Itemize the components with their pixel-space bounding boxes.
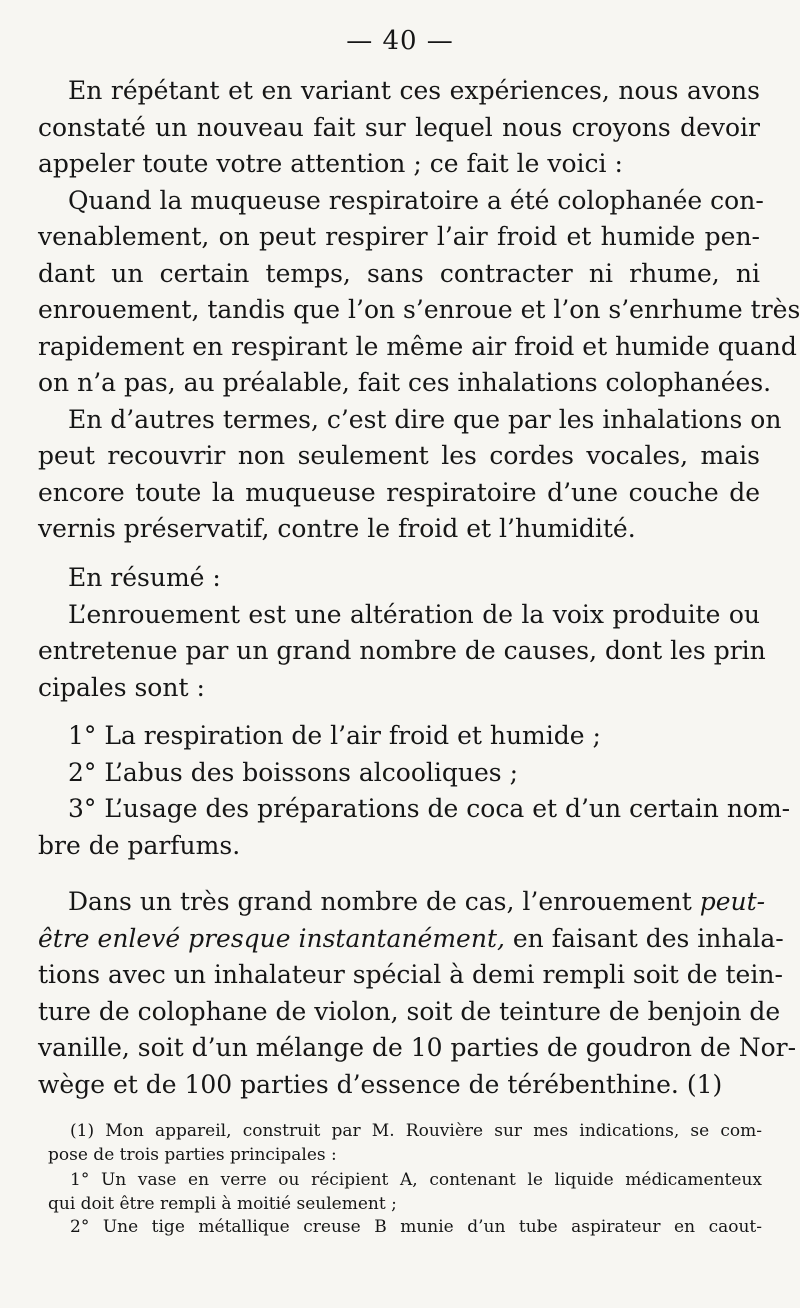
main-text bbox=[38, 73, 800, 548]
list-item-continuation: bre de parfums. bbox=[38, 830, 241, 860]
paragraph-line: constaté un nouveau fait sur lequel nous croyons devoir bbox=[38, 112, 760, 142]
footnote bbox=[48, 1120, 762, 1240]
text-run: Dans un très grand nombre de cas, l’enrouement bbox=[68, 887, 700, 916]
list-item: 2° L’abus des boissons alcooliques ; bbox=[68, 757, 518, 787]
paragraph-line: tions avec un inhalateur spécial à demi rempli soit de tein- bbox=[38, 960, 783, 989]
footnote-line: 1° Un vase en verre ou récipient A, contenant le liquide médicamenteux bbox=[70, 1170, 762, 1190]
paragraph-line: encore toute la muqueuse respiratoire d’une couche de bbox=[38, 477, 760, 507]
paragraph-line: ture de colophane de violon, soit de teinture de benjoin de bbox=[38, 996, 781, 1026]
summary-heading: En résumé : bbox=[68, 563, 221, 592]
paragraph-line: entretenue par un grand nombre de causes, dont les prin bbox=[38, 636, 766, 665]
paragraph-line: dant un certain temps, sans contracter ni rhume, ni bbox=[38, 258, 760, 288]
paragraph-line: En répétant et en variant ces expériences, nous avons bbox=[68, 76, 760, 105]
paragraph-line: enrouement, tandis que l’on s’enroue et l’on s’enrhume très bbox=[38, 295, 800, 324]
footnote-line: 2° Une tige métallique creuse B munie d’un tube aspirateur en caout- bbox=[70, 1217, 762, 1237]
paragraph-line bbox=[38, 884, 766, 921]
italic-text: être enlevé presque instantanément, bbox=[38, 923, 505, 953]
paragraph-line: wège et de 100 parties d’essence de térébenthine. (1) bbox=[38, 1069, 723, 1099]
paragraph-line: En d’autres termes, c’est dire que par les inhalations on bbox=[68, 404, 782, 434]
footnote-line: qui doit être rempli à moitié seulement ; bbox=[48, 1193, 397, 1214]
text-run: en faisant des inhala- bbox=[504, 923, 784, 953]
footnote-line: (1) Mon appareil, construit par M. Rouvière sur mes indications, se com- bbox=[70, 1121, 762, 1141]
list-item: 3° L’usage des préparations de coca et d’un certain nom- bbox=[68, 794, 791, 823]
paragraph-line: on n’a pas, au préalable, fait ces inhalations colophanées. bbox=[38, 368, 772, 397]
list-item: 1° La respiration de l’air froid et humide ; bbox=[68, 721, 601, 750]
italic-text: peut- bbox=[699, 887, 766, 916]
paragraph-line: L’enrouement est une altération de la voix produite ou bbox=[68, 599, 760, 629]
causes-list bbox=[38, 718, 791, 864]
summary-section bbox=[38, 560, 766, 706]
treatment-paragraph bbox=[38, 884, 797, 1103]
page-number: — 40 — bbox=[346, 26, 454, 56]
paragraph-line: vanille, soit d’un mélange de 10 parties de goudron de Nor- bbox=[38, 1033, 797, 1062]
paragraph-line: appeler toute votre attention ; ce fait le voici : bbox=[38, 149, 623, 178]
paragraph-line: venablement, on peut respirer l’air froid et humide pen- bbox=[38, 222, 760, 251]
paragraph-line bbox=[38, 921, 784, 958]
footnote-line: pose de trois parties principales : bbox=[48, 1144, 337, 1165]
paragraph-line: peut recouvrir non seulement les cordes vocales, mais bbox=[38, 441, 760, 470]
paragraph-line: cipales sont : bbox=[38, 672, 205, 702]
paragraph-line: Quand la muqueuse respiratoire a été colophanée con- bbox=[68, 185, 764, 215]
paragraph-line: rapidement en respirant le même air froid et humide quand bbox=[38, 331, 797, 361]
paragraph-line: vernis préservatif, contre le froid et l’humidité. bbox=[38, 514, 636, 543]
